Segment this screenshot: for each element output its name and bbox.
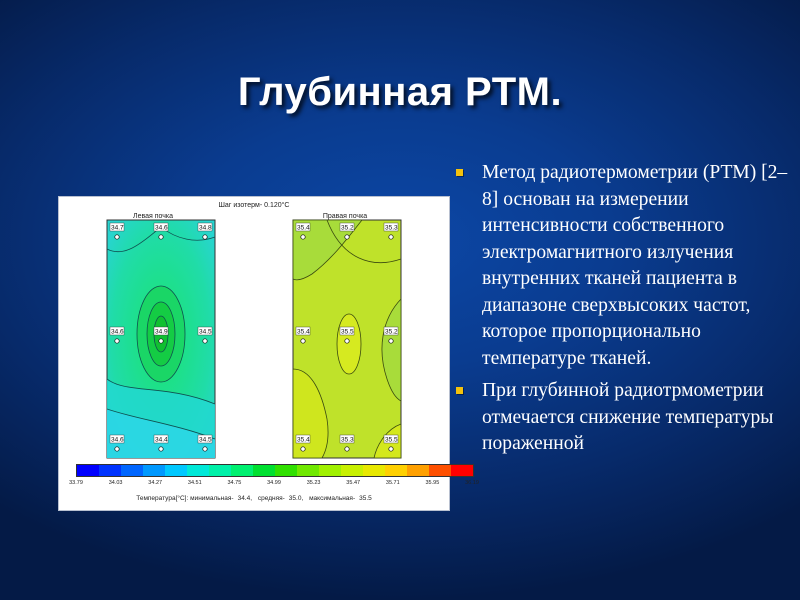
right-middle-center-value: 35.5	[341, 328, 354, 336]
summary-avg-label: средняя-	[257, 495, 285, 502]
bullet-text: При глубинной радиотрмометрии отмечается снижение температуры пораженной	[482, 380, 774, 454]
scale-color-cell	[385, 465, 407, 476]
right-bottom-left-value: 35.4	[297, 436, 310, 444]
left-bottom-left-value: 34.6	[111, 436, 124, 444]
scale-color-cell	[341, 465, 363, 476]
left-middle-center-value: 34.9	[155, 328, 168, 336]
scale-tick-label: 34.51	[187, 480, 202, 486]
scale-tick-label: 34.75	[227, 480, 242, 486]
scale-color-cell	[231, 465, 253, 476]
scale-color-cell	[297, 465, 319, 476]
left-middle-right-value: 34.5	[199, 328, 212, 336]
summary-min-value: 34.4,	[237, 495, 253, 502]
right-kidney-label: Правая почка	[322, 213, 368, 220]
summary-avg-value: 35.0,	[288, 495, 304, 502]
left-top-right-value: 34.8	[199, 224, 212, 232]
left-middle-left-value: 34.6	[111, 328, 124, 336]
scale-color-cell	[143, 465, 165, 476]
isotherm-step-label: Шаг изотерм- 0.120°С	[218, 202, 290, 209]
scale-color-cell	[165, 465, 187, 476]
scale-color-cell	[407, 465, 429, 476]
scale-color-cell	[451, 465, 473, 476]
summary-max-value: 35.5	[359, 495, 372, 502]
summary-prefix: Температура[°С]: минимальная-	[136, 495, 234, 502]
bullet-text: Метод радиотермометрии (РТМ) [2–8] основан на измерении интенсивности собственного электромагнитного излучения внутренних тканей пациента в диапазоне сверхвысоких частот, которое пропорционально температуре тканей.	[482, 162, 788, 369]
right-bottom-center-value: 35.3	[341, 436, 354, 444]
scale-color-cell	[187, 465, 209, 476]
scale-color-cell	[209, 465, 231, 476]
bullet-item	[456, 378, 796, 458]
left-top-center-value: 34.6	[155, 224, 168, 232]
scale-tick-label: 35.23	[306, 480, 321, 486]
summary-max-label: максимальная-	[309, 495, 356, 502]
scale-color-cell	[429, 465, 451, 476]
scale-color-cell	[121, 465, 143, 476]
slide-title: Глубинная РТМ.	[237, 70, 563, 114]
scale-tick-label: 35.95	[425, 480, 440, 486]
scale-color-cell	[99, 465, 121, 476]
bullet-marker-icon	[456, 169, 463, 176]
scale-tick-label: 35.71	[385, 480, 400, 486]
right-top-center-value: 35.2	[341, 224, 354, 232]
scale-color-cell	[275, 465, 297, 476]
right-top-left-value: 35.4	[297, 224, 310, 232]
thermal-map-figure	[58, 196, 479, 511]
bullet-list	[456, 160, 796, 464]
left-top-left-value: 34.7	[111, 224, 124, 232]
bullet-item	[456, 160, 796, 372]
scale-tick-label: 34.03	[108, 480, 123, 486]
scale-tick-label: 33.79	[69, 480, 83, 486]
scale-tick-label: 34.99	[267, 480, 281, 486]
scale-tick-label: 34.27	[148, 480, 163, 486]
scale-color-cell	[253, 465, 275, 476]
left-bottom-right-value: 34.5	[199, 436, 212, 444]
bullet-marker-icon	[456, 387, 463, 394]
scale-color-cell	[77, 465, 99, 476]
right-top-right-value: 35.3	[385, 224, 398, 232]
right-bottom-right-value: 35.5	[385, 436, 398, 444]
temperature-color-scale	[76, 464, 474, 477]
right-middle-right-value: 35.2	[385, 328, 398, 336]
scale-tick-label: 35.47	[346, 480, 361, 486]
scale-color-cell	[363, 465, 385, 476]
right-kidney-map	[292, 219, 402, 459]
scale-color-cell	[319, 465, 341, 476]
temperature-summary	[59, 495, 449, 502]
scale-tick-label: 36.19	[465, 480, 479, 486]
left-kidney-label: Левая почка	[132, 213, 174, 220]
left-bottom-center-value: 34.4	[155, 436, 168, 444]
right-middle-left-value: 35.4	[297, 328, 310, 336]
left-kidney-map	[106, 219, 216, 459]
